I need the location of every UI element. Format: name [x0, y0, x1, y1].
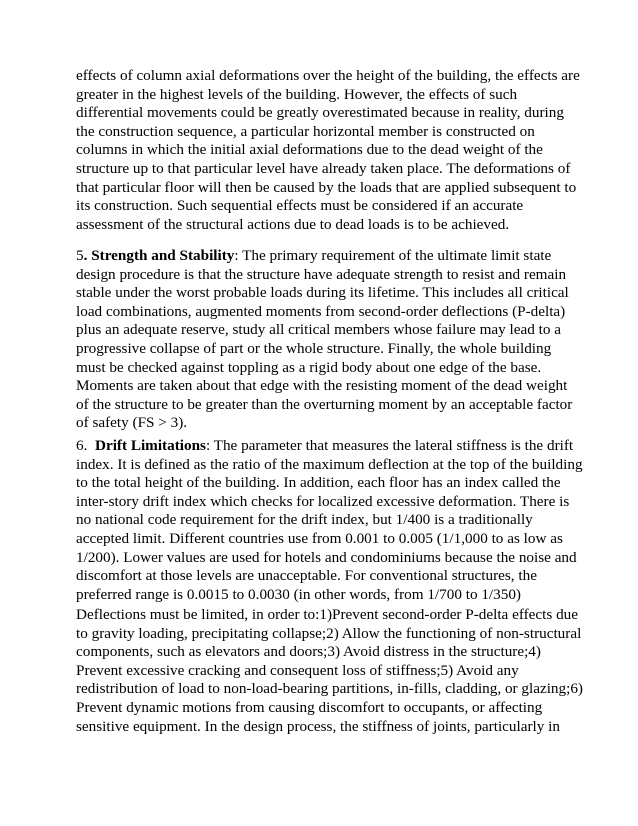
text-line: to gravity loading, precipitating collapse;2) Allow the functioning of non-structural: [76, 624, 582, 642]
section-heading: Drift Limitations: [94, 437, 206, 454]
text-line: its construction. Such sequential effects must be considered if an accurate: [76, 197, 524, 215]
text-line: Prevent excessive cracking and consequent loss of stiffness;5) Avoid any: [76, 661, 519, 679]
text-line: preferred range is 0.0015 to 0.0030 (in other words, from 1/700 to 1/350): [76, 585, 521, 603]
text-line: columns in which the initial axial deformations due to the dead weight of the: [76, 141, 543, 159]
text-line: progressive collapse of part or the whole structure. Finally, the whole building: [76, 339, 552, 357]
text-line: greater in the highest levels of the building. However, the effects of such: [76, 85, 518, 103]
text-line: discomfort at those levels are unacceptable. For conventional structures, the: [76, 567, 537, 585]
text-line: stable under the worst probable loads during its lifetime. This includes all critical: [76, 284, 569, 302]
text-line: structure up to that particular level have already taken place. The deformations of: [76, 159, 571, 177]
paragraph-deflection-limits: [76, 606, 583, 736]
text-line: [76, 247, 566, 266]
text-line: index. It is defined as the ratio of the maximum deflection at the top of the building: [76, 455, 583, 473]
text-line: assessment of the structural actions due to dead loads is to be achieved.: [76, 215, 510, 233]
text-line: no national code requirement for the drift index, but 1/400 is a traditionally: [76, 511, 533, 529]
paragraph-body: [76, 606, 583, 736]
text-line: that particular floor will then be caused by the loads that are applied subsequent to: [76, 178, 577, 196]
text-line: must be checked against toppling as a rigid body about one edge of the base.: [76, 358, 542, 376]
section-heading: Strength and Stability: [91, 247, 235, 264]
text-line: design procedure is that the structure have adequate strength to resist and remain: [76, 265, 567, 283]
section-lead-text: : The parameter that measures the lateral stiffness is the drift: [205, 437, 574, 454]
text-line: [76, 437, 574, 456]
paragraph-body: [76, 437, 583, 604]
section-drift-limitations: [76, 437, 583, 604]
section-number: 6.: [76, 437, 88, 454]
text-line: of safety (FS > 3).: [76, 414, 188, 432]
text-line: of the structure to be greater than the overturning moment by an acceptable factor: [76, 395, 573, 413]
text-line: Prevent dynamic motions from causing discomfort to occupants, or affecting: [76, 698, 543, 716]
text-line: Moments are taken about that edge with the resisting moment of the dead weight: [76, 377, 568, 395]
section-number-suffix: .: [83, 247, 92, 264]
text-line: plus an adequate reserve, study all critical members whose failure may lead to a: [76, 321, 561, 339]
paragraph-body: [76, 247, 573, 433]
text-line: 1/200). Lower values are used for hotels and condominiums because the noise and: [76, 548, 577, 566]
text-line: differential movements could be greatly overestimated because in reality, during: [76, 104, 564, 122]
text-line: Deflections must be limited, in order to:1)Prevent second-order P-delta effects due: [76, 606, 579, 623]
text-line: sensitive equipment. In the design process, the stiffness of joints, particularly in: [76, 717, 560, 735]
section-number-suffix: [87, 437, 95, 454]
text-line: load combinations, augmented moments from second-order deflections (P-delta): [76, 302, 566, 320]
text-line: the construction sequence, a particular horizontal member is constructed on: [76, 122, 535, 140]
paragraph-axial-deformation-effects: [76, 67, 580, 234]
text-line: to the total height of the building. In addition, each floor has an index called the: [76, 474, 561, 492]
section-number: 5: [76, 247, 84, 264]
paragraph-body: [76, 67, 580, 234]
text-line: inter-story drift index which checks for localized excessive deformation. There is: [76, 492, 570, 510]
text-line: accepted limit. Different countries use from 0.001 to 0.005 (1/1,000 to as low as: [76, 529, 563, 547]
text-line: components, such as elevators and doors;3) Avoid distress in the structure;4): [76, 643, 541, 661]
section-lead-text: : The primary requirement of the ultimate limit state: [234, 247, 552, 264]
text-line: redistribution of load to non-load-bearing partitions, in-fills, cladding, or glazing;6): [76, 680, 583, 698]
section-strength-and-stability: [76, 247, 573, 433]
text-line: effects of column axial deformations over the height of the building, the effects are: [76, 67, 580, 84]
